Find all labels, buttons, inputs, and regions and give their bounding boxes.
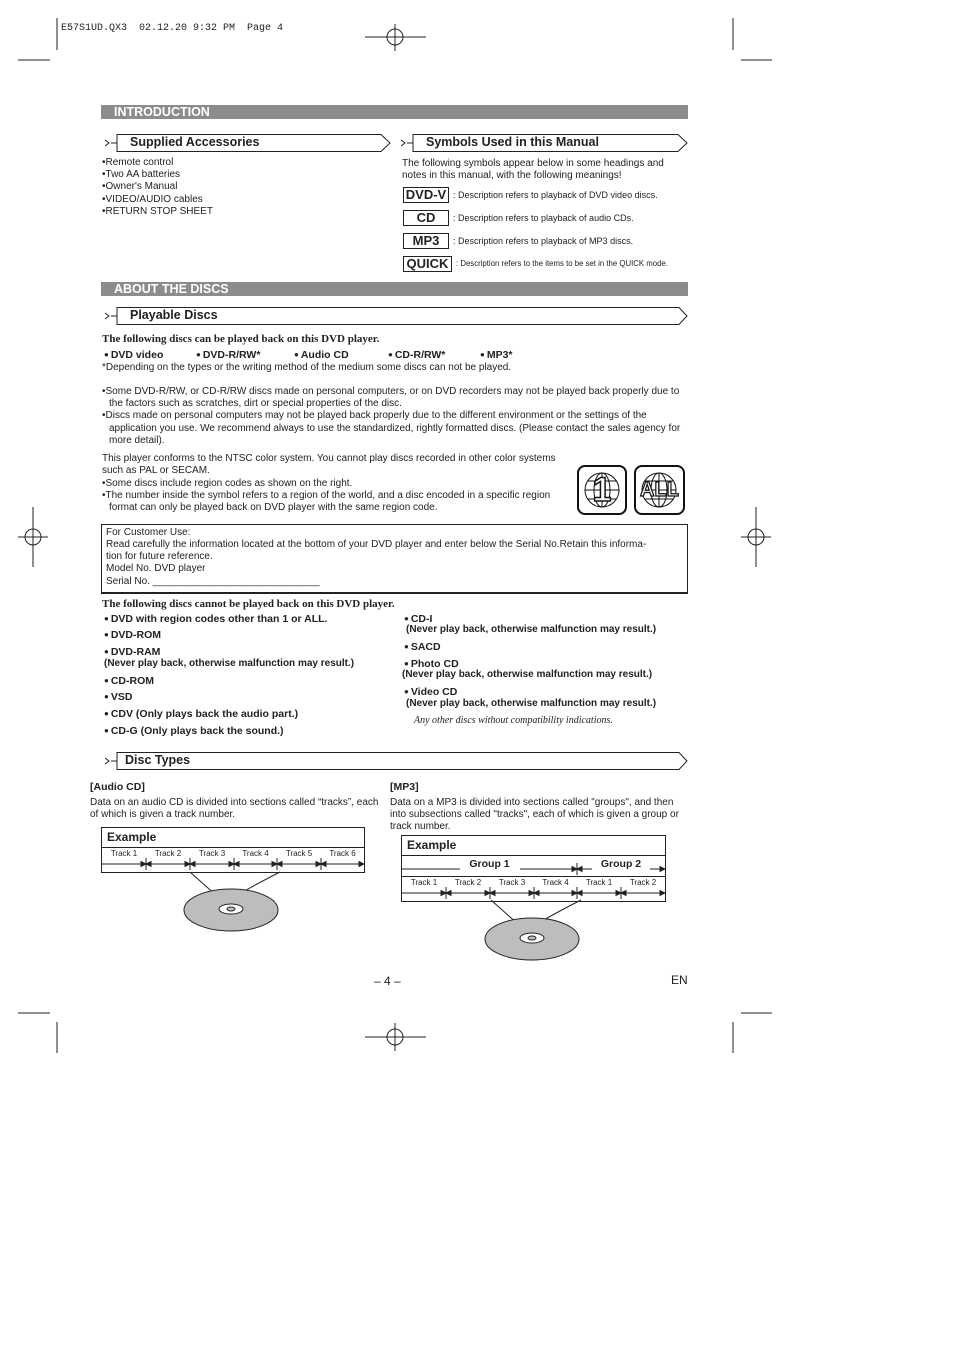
customer-use-box xyxy=(101,524,688,594)
subhead-frame xyxy=(104,752,688,770)
group-arrows xyxy=(402,863,665,877)
format-item: ● CD-R/RW* xyxy=(388,349,445,361)
list-item: ● Photo CD xyxy=(404,658,459,670)
list-item: • Some DVD-R/RW, or CD-R/RW discs made on personal computers, or on DVD recorders may not be played back properly due to the factors such as scratches, dirt or special properties of the disc. xyxy=(102,386,687,410)
customer-line: tion for future reference. xyxy=(106,551,213,562)
region-code-label: 1 xyxy=(592,471,612,509)
list-item: ● CD-G (Only plays back the sound.) xyxy=(104,725,284,737)
list-item: ● CDV (Only plays back the audio part.) xyxy=(104,708,298,720)
warning-note: (Never play back, otherwise malfunction may result.) xyxy=(406,624,657,635)
playable-footnote: *Depending on the types or the writing method of the medium some discs can not be played. xyxy=(102,362,512,373)
disc-types-header xyxy=(104,752,688,770)
track-label: Track 2 xyxy=(154,849,182,858)
supplied-accessories-header xyxy=(104,134,391,152)
group-label: Group 1 xyxy=(469,858,510,870)
list-item: • The number inside the symbol refers to a region of the world, and a disc encoded in a specific region format can only be played back on DVD player with the same region code. xyxy=(102,490,557,514)
list-item: • Two AA batteries xyxy=(102,169,213,181)
mp3-example xyxy=(401,835,666,902)
customer-line: For Customer Use: xyxy=(106,527,191,538)
divider xyxy=(102,847,364,848)
group-label: Group 2 xyxy=(600,858,642,870)
track-label: Track 1 xyxy=(585,878,613,887)
mp3-disc-icon xyxy=(481,898,586,964)
format-item: ● DVD-R/RW* xyxy=(196,349,260,361)
list-item: ● SACD xyxy=(404,641,441,653)
playable-discs-title: Playable Discs xyxy=(130,308,218,322)
track-label: Track 3 xyxy=(498,878,526,887)
about-discs-bar: ABOUT THE DISCS xyxy=(101,282,688,296)
example-label: Example xyxy=(107,830,157,844)
track-label: Track 2 xyxy=(454,878,482,887)
track-label: Track 3 xyxy=(198,849,226,858)
audio-cd-text: Data on an audio CD is divided into sections called “tracks”, each of which is given a track number. xyxy=(90,797,379,821)
track-label: Track 5 xyxy=(285,849,313,858)
format-item: ● DVD video xyxy=(104,349,163,361)
region-notes xyxy=(102,478,557,515)
warning-note: (Never play back, otherwise malfunction may result.) xyxy=(104,658,355,669)
symbol-desc: : Description refers to playback of audio CDs. xyxy=(453,213,634,223)
mp3-badge: MP3 xyxy=(403,233,449,249)
list-item: • Some discs include region codes as shown on the right. xyxy=(102,478,557,490)
file-header: E57S1UD.QX3 02.12.20 9:32 PM Page 4 xyxy=(61,23,284,34)
dvd-v-badge: DVD-V xyxy=(403,187,449,203)
warning-note: (Never play back, otherwise malfunction may result.) xyxy=(406,698,657,709)
list-item: ● CD-I xyxy=(404,613,432,625)
symbols-title: Symbols Used in this Manual xyxy=(426,135,599,149)
symbols-intro: The following symbols appear below in some headings and notes in this manual, with the following meanings! xyxy=(402,158,664,182)
quick-badge: QUICK xyxy=(403,256,452,272)
region-all-icon xyxy=(634,465,685,515)
language-tag: EN xyxy=(671,973,688,987)
list-item: ● Video CD xyxy=(404,686,457,698)
ntsc-text: This player conforms to the NTSC color system. You cannot play discs recorded in other color systems such as PAL or SECAM. xyxy=(102,453,556,477)
playable-lead: The following discs can be played back on this DVD player. xyxy=(102,333,380,345)
list-item: • VIDEO/AUDIO cables xyxy=(102,194,213,206)
region-code-label: ALL xyxy=(640,479,679,501)
list-item: ● DVD-RAM xyxy=(104,646,160,658)
mp3-text: Data on a MP3 is divided into sections called "groups", and then into subsections called "tracks", each of which is given a group or track number. xyxy=(390,797,679,833)
mp3-title: [MP3] xyxy=(390,781,419,793)
list-item: ● VSD xyxy=(104,691,132,703)
list-item: • Discs made on personal computers may not be played back properly due to the different environment or the settings of the application you use. We recommend always to use the standardized, rightly formatted discs. (Please contact the sales agency for more detail). xyxy=(102,410,687,447)
list-item: ● DVD with region codes other than 1 or ALL. xyxy=(104,613,327,625)
customer-line: Read carefully the information located at the bottom of your DVD player and enter below the Serial No.Retain this informa- xyxy=(106,539,647,550)
symbols-header xyxy=(400,134,688,152)
track-label: Track 6 xyxy=(329,849,356,858)
playable-notes xyxy=(102,386,687,447)
not-playable-lead: The following discs cannot be played back on this DVD player. xyxy=(102,598,395,610)
audio-cd-title: [Audio CD] xyxy=(90,781,145,793)
cd-badge: CD xyxy=(403,210,449,226)
audio-cd-example xyxy=(101,827,365,873)
list-item: • Remote control xyxy=(102,157,213,169)
accessories-list xyxy=(102,157,213,218)
format-item: ● Audio CD xyxy=(294,349,349,361)
track-label: Track 1 xyxy=(410,878,438,887)
introduction-bar: INTRODUCTION xyxy=(101,105,688,119)
track-label: Track 4 xyxy=(542,878,569,887)
list-item: ● CD-ROM xyxy=(104,675,154,687)
track-label: Track 2 xyxy=(629,878,657,887)
disc-types-title: Disc Types xyxy=(125,753,191,767)
symbol-desc: : Description refers to playback of DVD video discs. xyxy=(453,190,658,200)
divider xyxy=(402,876,665,877)
divider xyxy=(402,855,665,856)
compat-note: Any other discs without compatibility indications. xyxy=(414,715,613,726)
warning-note: (Never play back, otherwise malfunction may result.) xyxy=(402,669,653,680)
example-label: Example xyxy=(407,838,457,852)
page-number: – 4 – xyxy=(374,974,401,988)
region-1-icon xyxy=(577,465,627,515)
list-item: • Owner's Manual xyxy=(102,181,213,193)
cd-disc-icon xyxy=(180,870,285,934)
symbol-desc: : Description refers to playback of MP3 discs. xyxy=(453,236,634,246)
symbol-desc: : Description refers to the items to be set in the QUICK mode. xyxy=(456,259,668,268)
track-label: Track 1 xyxy=(110,849,138,858)
track-label: Track 4 xyxy=(242,849,269,858)
list-item: • RETURN STOP SHEET xyxy=(102,206,213,218)
customer-line: Model No. DVD player xyxy=(106,563,206,574)
supplied-accessories-title: Supplied Accessories xyxy=(130,135,260,149)
format-item: ● MP3* xyxy=(480,349,513,361)
list-item: ● DVD-ROM xyxy=(104,629,161,641)
serial-no-field: Serial No. ______________________________ xyxy=(106,576,320,587)
playable-discs-header xyxy=(104,307,688,325)
